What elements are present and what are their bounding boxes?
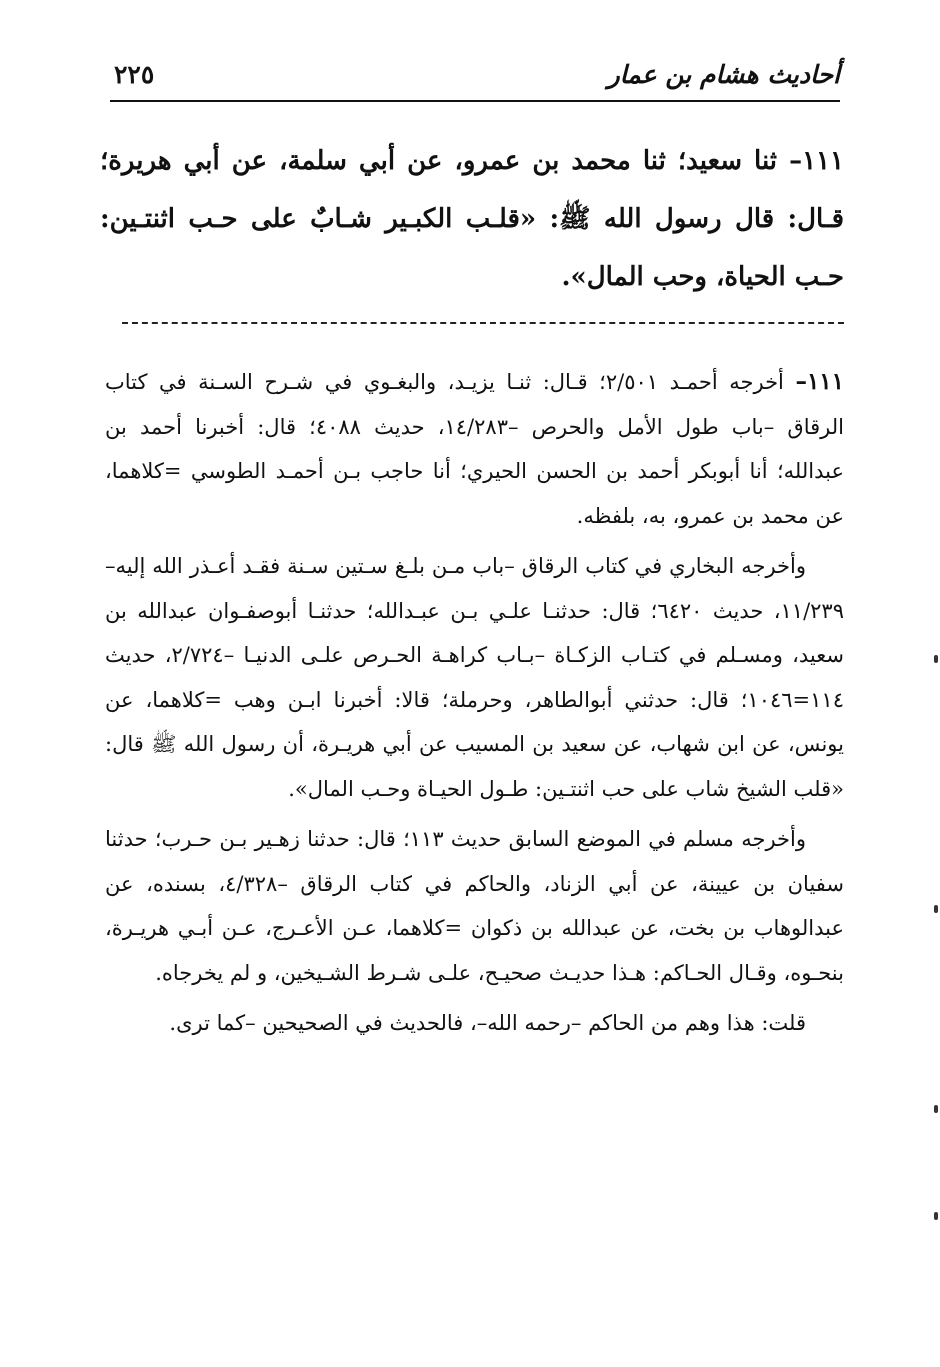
scan-margin-mark <box>934 905 938 913</box>
scan-margin-mark <box>934 1212 938 1220</box>
footnote-paragraph <box>105 360 844 538</box>
footnote-text: أخرجه أحمـد ٢/٥٠١؛ قـال: ثنـا يزيـد، والبغـوي في شـرح السـنة في كتاب الرقاق –باب طول الأمل والحرص –١٤/٢٨٣، حديث ٤٠٨٨؛ قال: أخبرنا أحمد بن عبدالله؛ أنا أبوبكر أحمد بن الحسن الحيري؛ أنا حاجب بـن أحمـد الطوسي =كلاهما، عن محمد بن عمرو، به، بلفظه. <box>105 370 844 528</box>
footnote-paragraph: قلت: هذا وهم من الحاكم –رحمه الله–، فالحديث في الصحيحين –كما ترى. <box>169 1011 806 1035</box>
page-header <box>110 58 840 102</box>
book-title: أحاديث هشام بن عمار <box>607 60 840 89</box>
footnote-number: ١١١– <box>795 368 844 395</box>
footnote-paragraph: وأخرجه مسلم في الموضع السابق حديث ١١٣؛ قال: حدثنا زهـير بـن حـرب؛ حدثنا سفيان بن عيينة، عن أبي الزناد، والحاكم في كتاب الرقاق –٤/٣٢٨، بسنده، عن عبدالوهاب بن بخت، عن عبدالله بن ذكوان =كلاهما، عـن الأعـرج، عـن أبـي هريـرة، بنحـوه، وقـال الحـاكم: هـذا حديـث صحيـح، علـى شـرط الشـيخين، و لم يخرجاه. <box>105 827 844 985</box>
scan-margin-mark <box>934 655 938 663</box>
hadith-body: ثنا سعيد؛ ثنا محمد بن عمرو، عن أبي سلمة، عن أبي هريرة؛ قـال: قال رسول الله ﷺ: «قلـب الكبـير شـابٌ على حـب اثنتـين: حـب الحياة، وحب المال». <box>100 146 845 292</box>
scan-margin-mark <box>934 1105 938 1113</box>
footnote-paragraph: وأخرجه البخاري في كتاب الرقاق –باب مـن بلـغ سـتين سـنة فقـد أعـذر الله إليه–١١/٢٣٩، حديث ٦٤٢٠؛ قال: حدثنـا علـي بـن عبـدالله؛ حدثنـا أبوصفـوان عبدالله بن سعيد، ومسـلم في كتـاب الزكـاة –بـاب كراهـة الحـرص علـى الدنيـا –٢/٧٢٤، حديث ١١٤=١٠٤٦؛ قال: حدثني أبوالطاهر، وحرملة؛ قالا: أخبرنا ابـن وهب =كلاهما، عن يونس، عن ابن شهاب، عن سعيد بن المسيب عن أبي هريـرة، أن رسول الله ﷺ قال: «قلب الشيخ شاب على حب اثنتـين: طـول الحيـاة وحـب المال». <box>105 554 844 801</box>
hadith-text-block <box>100 132 844 306</box>
hadith-number: ١١١– <box>789 146 844 176</box>
footnote-divider <box>122 322 844 324</box>
footnotes-block <box>105 360 844 1052</box>
page-number: ٢٢٥ <box>114 60 155 89</box>
